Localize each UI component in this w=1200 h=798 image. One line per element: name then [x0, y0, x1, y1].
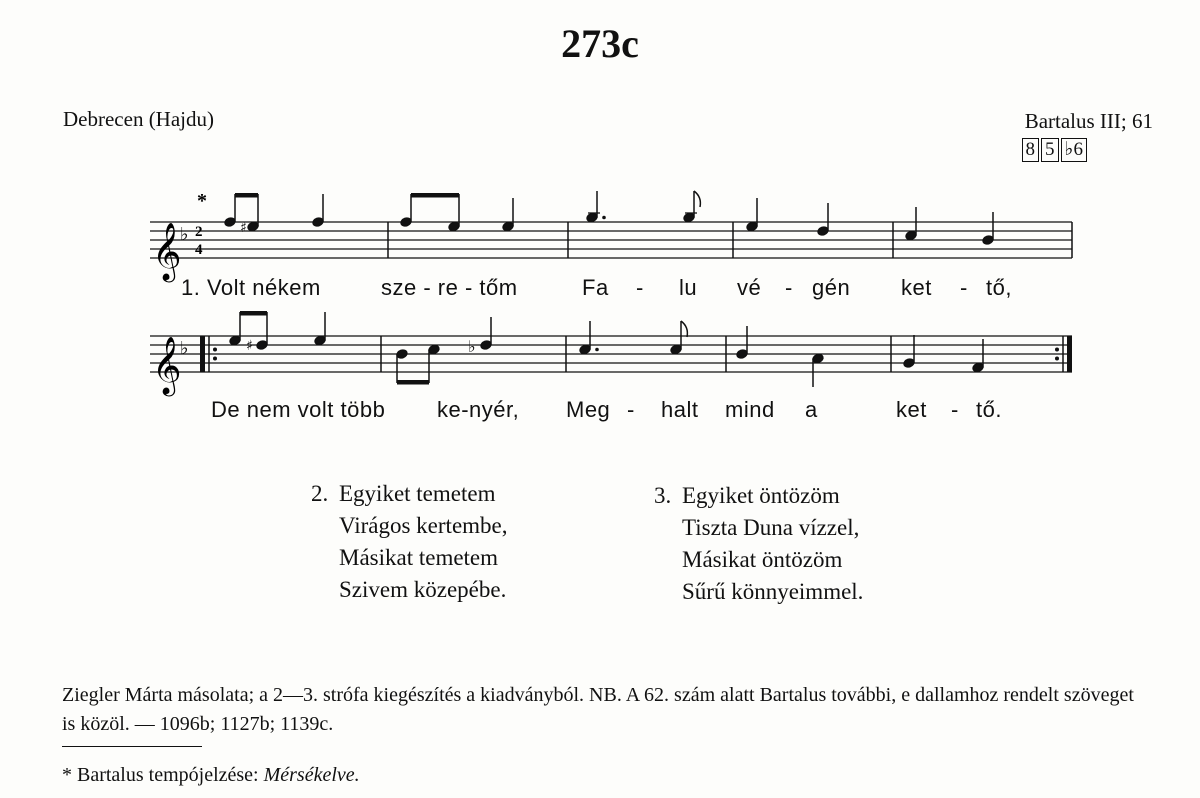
- svg-text:𝄞: 𝄞: [152, 222, 182, 280]
- staff-lines-2: [150, 336, 1072, 372]
- footnote-divider: [62, 746, 202, 747]
- stanza-number: 2.: [311, 481, 329, 506]
- stanza-line: Szivem közepébe.: [339, 577, 507, 602]
- code-box: 8: [1022, 138, 1040, 162]
- stanza-2: [311, 478, 508, 606]
- lyric-syllable: ket: [901, 275, 932, 300]
- stanza-line: Sűrű könnyeimmel.: [682, 579, 864, 604]
- svg-text:2: 2: [195, 224, 203, 240]
- lyric-syllable: lu: [679, 275, 698, 300]
- svg-text:♭: ♭: [468, 337, 476, 356]
- lyric-syllable: 1. Volt nékem: [181, 275, 321, 300]
- lyric-syllable: Meg: [566, 397, 611, 422]
- editorial-note: Ziegler Márta másolata; a 2—3. strófa kiegészítés a kiadványból. NB. A 62. szám alatt Bartalus további, e dallamhoz rendelt szöveget is közöl. — 1096b; 1127b; 1139c.: [62, 684, 1134, 735]
- lyric-syllable: -: [627, 397, 635, 422]
- time-signature: [195, 224, 203, 258]
- stanza-number: 3.: [654, 483, 672, 508]
- stanza-line: Másikat temetem: [339, 545, 499, 570]
- notes-line-2: [229, 311, 985, 387]
- lyric-syllable: gén: [812, 275, 851, 300]
- code-box: 5: [1041, 138, 1059, 162]
- stanza-line: Virágos kertembe,: [339, 513, 508, 538]
- lyric-syllable: vé: [737, 275, 762, 300]
- lyric-syllable: Fa: [582, 275, 609, 300]
- lyric-syllable: ke-nyér,: [437, 397, 520, 422]
- lyric-syllable: -: [960, 275, 968, 300]
- lyric-syllable: -: [636, 275, 644, 300]
- svg-text:♭: ♭: [180, 224, 189, 245]
- lyric-syllable: halt: [661, 397, 699, 422]
- lyric-syllable: tő,: [986, 275, 1012, 300]
- stanza-line: Egyiket öntözöm: [682, 483, 840, 508]
- page-title: 273c: [561, 21, 639, 66]
- lyric-syllable: tő.: [976, 397, 1002, 422]
- svg-text:♯: ♯: [240, 220, 247, 236]
- stanza-line: Másikat öntözöm: [682, 547, 843, 572]
- stanza-line: Tiszta Duna vízzel,: [682, 515, 860, 540]
- stanza-line: Egyiket temetem: [339, 481, 496, 506]
- notes-line-1: [224, 191, 995, 246]
- svg-text:♭: ♭: [180, 338, 189, 359]
- svg-text:4: 4: [195, 242, 203, 258]
- lyric-syllable: mind: [725, 397, 775, 422]
- svg-text:♯: ♯: [246, 338, 253, 354]
- stanza-3: [654, 480, 863, 608]
- lyric-syllable: -: [951, 397, 959, 422]
- footnote: [62, 764, 360, 787]
- lyric-syllable: ket: [896, 397, 927, 422]
- footnote-text: Bartalus tempójelzése:: [77, 764, 259, 786]
- location-label: Debrecen (Hajdu): [63, 107, 214, 131]
- footnote-tempo: Mérsékelve.: [263, 764, 360, 786]
- lyric-syllable: sze - re - tőm: [381, 275, 518, 300]
- treble-clef-icon: [152, 222, 182, 397]
- source-reference: Bartalus III; 61: [1024, 109, 1153, 133]
- tempo-asterisk: *: [197, 190, 207, 212]
- lyric-syllable: a: [805, 397, 818, 422]
- svg-text:𝄞: 𝄞: [152, 336, 182, 394]
- staff-lines-1: [150, 222, 1072, 258]
- lyric-syllable: -: [785, 275, 793, 300]
- footnote-marker: *: [62, 764, 72, 786]
- code-box: ♭6: [1061, 138, 1087, 162]
- lyric-syllable: De nem volt több: [211, 397, 386, 422]
